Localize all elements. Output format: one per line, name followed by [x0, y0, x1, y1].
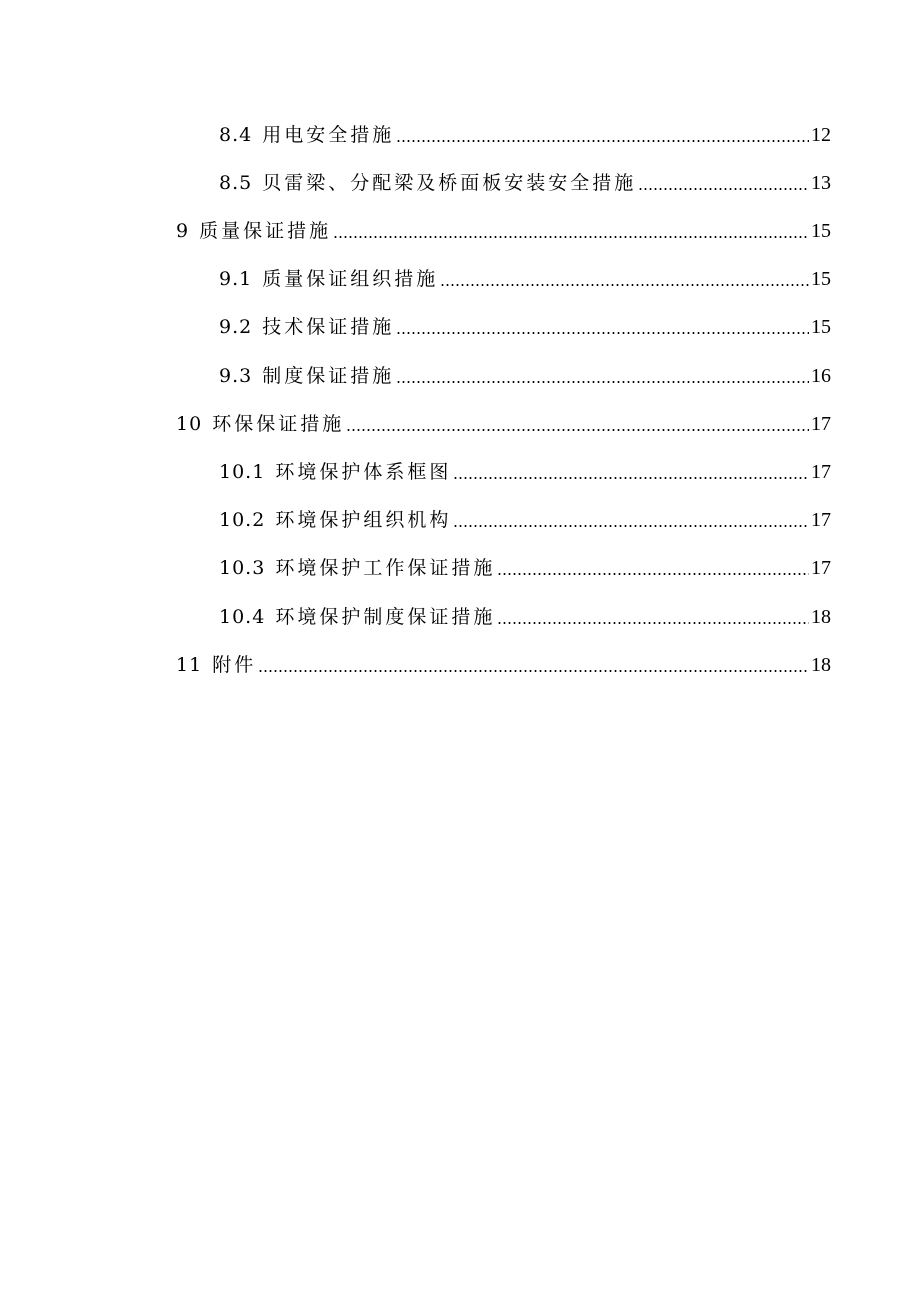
dot-leader [396, 140, 809, 142]
dot-leader [258, 670, 809, 672]
toc-entry-page: 17 [811, 557, 831, 579]
toc-entry-title: 质量保证组织措施 [262, 268, 439, 290]
dot-leader [346, 429, 809, 431]
toc-entry-number: 10 [176, 413, 203, 435]
toc-entry-page: 17 [811, 509, 831, 531]
toc-entry-page: 15 [811, 220, 831, 242]
toc-entry-page: 17 [811, 413, 831, 435]
toc-entry[interactable] [219, 264, 831, 294]
toc-entry-number: 10.1 [219, 461, 266, 483]
toc-entry-title: 环境保护体系框图 [275, 461, 452, 483]
toc-entry[interactable] [219, 312, 831, 342]
toc-entry-page: 16 [811, 365, 831, 387]
dot-leader [453, 477, 809, 479]
toc-entry[interactable] [219, 505, 831, 535]
toc-entry-number: 9.1 [219, 268, 253, 290]
toc-entry[interactable] [219, 120, 831, 150]
dot-leader [453, 525, 809, 527]
dot-leader [497, 573, 809, 575]
toc-entry-number: 11 [176, 654, 203, 676]
toc-entry-number: 9.2 [219, 316, 253, 338]
toc-entry[interactable] [219, 457, 831, 487]
toc-entry-title: 附件 [212, 654, 257, 676]
toc-entry-number: 9.3 [219, 365, 253, 387]
toc-entry-title: 技术保证措施 [262, 316, 395, 338]
dot-leader [497, 622, 809, 624]
toc-entry-title: 制度保证措施 [262, 365, 395, 387]
toc-entry[interactable] [219, 168, 831, 198]
toc-entry[interactable] [176, 216, 831, 246]
toc-entry-title: 环境保护制度保证措施 [275, 606, 496, 628]
toc-entry-title: 环境保护组织机构 [275, 509, 452, 531]
toc-entry-title: 用电安全措施 [262, 124, 395, 146]
toc-entry-title: 贝雷梁、分配梁及桥面板安装安全措施 [262, 172, 637, 194]
toc-entry-page: 12 [811, 124, 831, 146]
toc-entry[interactable] [219, 361, 831, 391]
dot-leader [638, 188, 809, 190]
toc-entry[interactable] [219, 602, 831, 632]
toc-entry-page: 15 [811, 268, 831, 290]
toc-entry-page: 15 [811, 316, 831, 338]
toc-entry-page: 18 [811, 606, 831, 628]
toc-entry-page: 13 [811, 172, 831, 194]
toc-entry-title: 环保保证措施 [212, 413, 345, 435]
toc-entry-page: 18 [811, 654, 831, 676]
toc-entry[interactable] [219, 553, 831, 583]
toc-entry-number: 8.5 [219, 172, 253, 194]
toc-entry-title: 质量保证措施 [199, 220, 332, 242]
dot-leader [440, 284, 809, 286]
dot-leader [396, 381, 809, 383]
dot-leader [396, 332, 809, 334]
toc-entry-page: 17 [811, 461, 831, 483]
toc-entry-number: 10.3 [219, 557, 266, 579]
toc-entry-number: 9 [176, 220, 190, 242]
toc-entry[interactable] [176, 409, 831, 439]
toc-entry-number: 10.4 [219, 606, 266, 628]
toc-entry-number: 10.2 [219, 509, 266, 531]
toc-entry[interactable] [176, 650, 831, 680]
toc-entry-title: 环境保护工作保证措施 [275, 557, 496, 579]
dot-leader [333, 236, 809, 238]
toc-entry-number: 8.4 [219, 124, 253, 146]
